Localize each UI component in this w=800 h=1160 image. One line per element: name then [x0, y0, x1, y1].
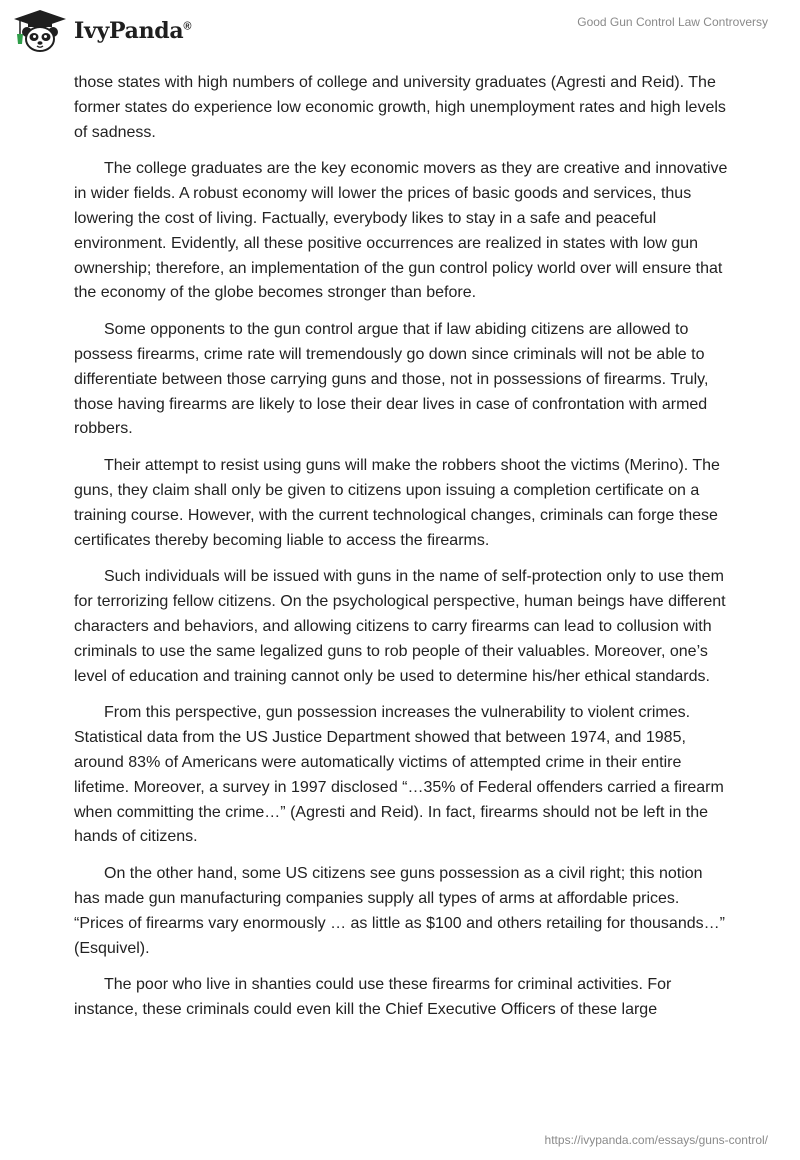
paragraph: Their attempt to resist using guns will make the robbers shoot the victims (Merino). The guns, they claim shall only be given to citizens upon issuing a completion certificate on a training course. However, with the current technological changes, criminals can forge these certificates thereby becoming liable to access the firearms.	[74, 457, 720, 549]
page-header	[0, 0, 800, 62]
paragraph: The poor who live in shanties could use these firearms for criminal activities. For instance, these criminals could even kill the Chief Executive Officers of these large	[74, 976, 672, 1019]
essay-body	[74, 71, 730, 1035]
brand-name: IvyPanda®	[74, 18, 192, 44]
paragraph: From this perspective, gun possession increases the vulnerability to violent crimes. Statistical data from the US Justice Department showed that between 1974, and 1985, around 83% of Americans were automatically victims of attempted crime in their entire lifetime. Moreover, a survey in 1997 disclosed “…35% of Federal offenders carried a firearm when committing the crime…” (Agresti and Reid). In fact, firearms should not be left in the hands of citizens.	[74, 704, 724, 846]
paragraph: On the other hand, some US citizens see guns possession as a civil right; this notion has made gun manufacturing companies supply all types of arms at affordable prices. “Prices of firearms vary enormously … as little as $100 and others retailing for thousands…” (Esquivel).	[74, 865, 725, 957]
paragraph: Some opponents to the gun control argue that if law abiding citizens are allowed to possess firearms, crime rate will tremendously go down since criminals will not be able to differentiate between those carrying guns and those, not in possessions of firearms. Truly, those having firearms are likely to lose their dear lives in case of confrontation with armed robbers.	[74, 321, 709, 438]
paragraph: The college graduates are the key economic movers as they are creative and innovative in wider fields. A robust economy will lower the prices of basic goods and services, thus lowering the cost of living. Factually, everybody likes to stay in a safe and peaceful environment. Evidently, all these positive occurrences are realized in states with low gun ownership; therefore, an implementation of the gun control policy world over will ensure that the economy of the globe becomes stronger than before.	[74, 160, 728, 302]
source-url-link[interactable]: https://ivypanda.com/essays/guns-control/	[544, 1133, 768, 1147]
paragraph: Such individuals will be issued with guns in the name of self-protection only to use them for terrorizing fellow citizens. On the psychological perspective, human beings have different characters and behaviors, and allowing citizens to carry firearms can lead to collusion with criminals to use the same legalized guns to rob people of their valuables. Moreover, one’s level of education and training cannot only be used to determine his/her ethical standards.	[74, 568, 726, 685]
panda-graduate-icon	[12, 8, 68, 54]
document-title: Good Gun Control Law Controversy	[577, 15, 768, 29]
paragraph: those states with high numbers of college and university graduates (Agresti and Reid). The former states do experience low economic growth, high unemployment rates and high levels of sadness.	[74, 74, 726, 141]
brand-logo[interactable]	[12, 8, 191, 54]
